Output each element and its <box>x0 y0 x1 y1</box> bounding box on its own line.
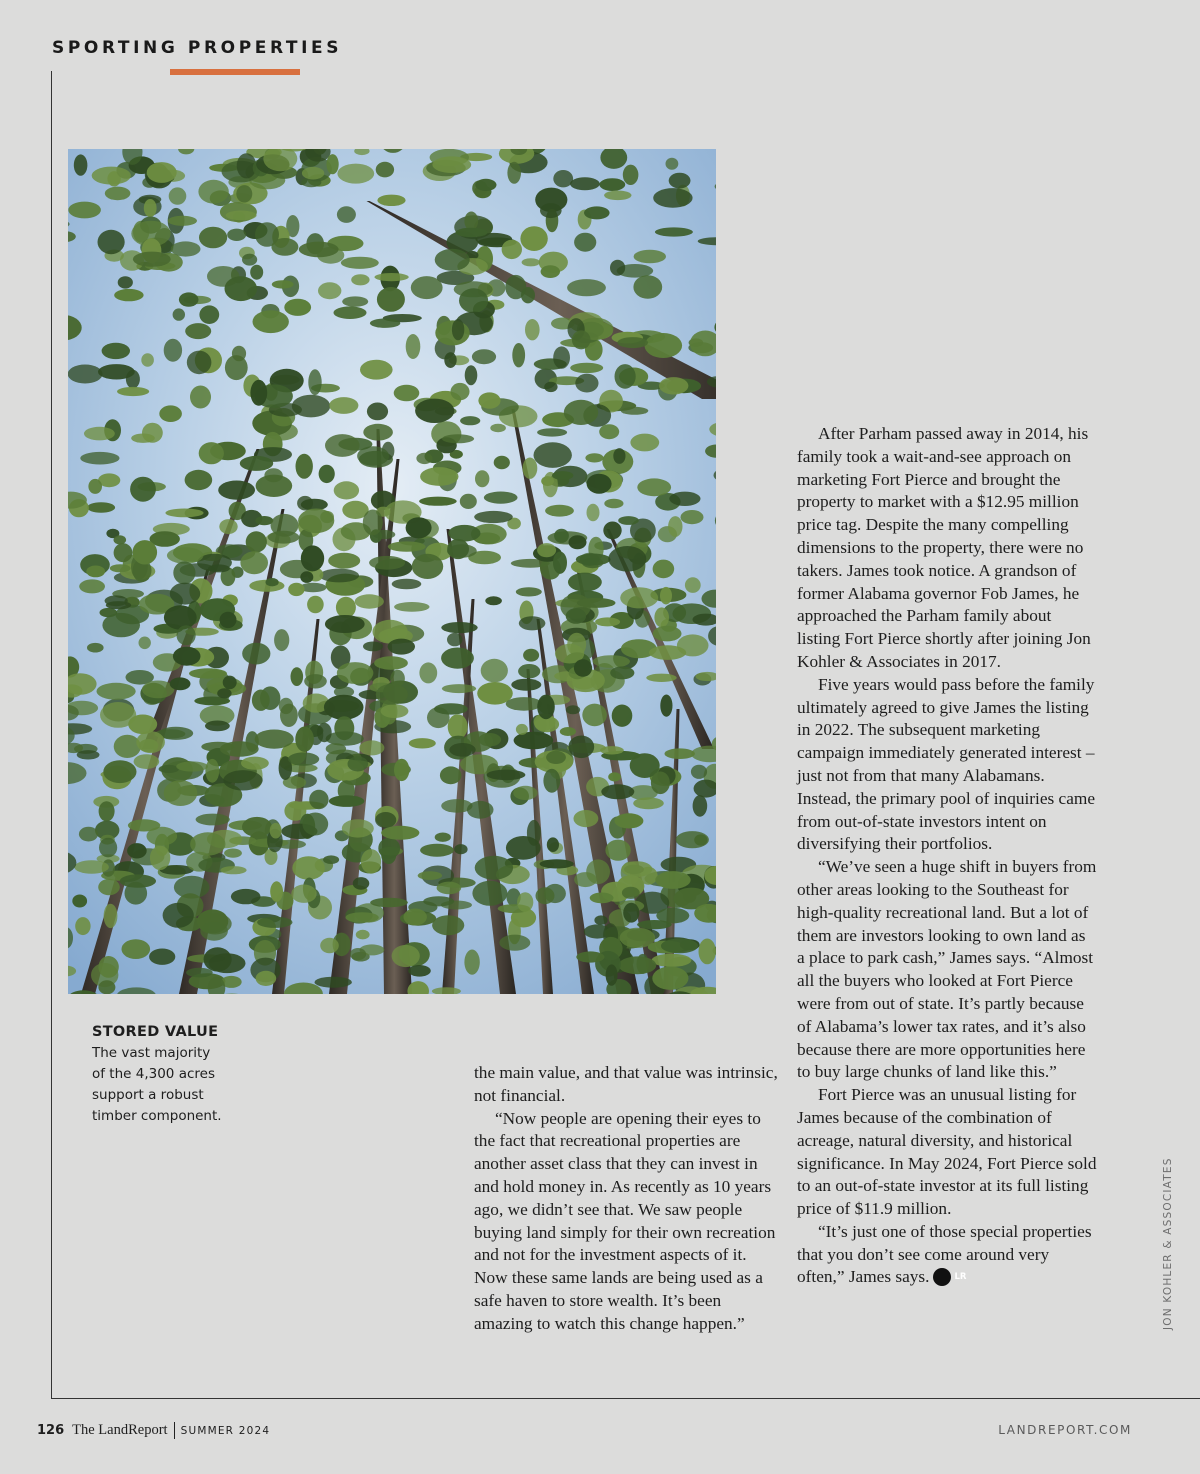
page-number: 126 <box>37 1423 65 1438</box>
footer-left <box>37 1422 270 1439</box>
article-final-paragraph <box>797 1221 1097 1289</box>
article-paragraph: “Now people are opening their eyes to the fact that recreational properties are another asset class that they can invest in and hold money in. As recently as 10 years ago, we didn’t see that. We saw people buying land simply for their own recreation and not for the investment aspects of it. Now these same lands are being used as a safe haven to store wealth. It’s been amazing to watch this change happen.” <box>474 1108 776 1333</box>
article-paragraph: Five years would pass before the family ultimately agreed to give James the listing in 2022. The subsequent marketing campaign immediately generated interest – just not from that many Alabamans. Instead, the primary pool of inquiries came from out-of-state investors intent on diversifying their portfolios. <box>797 674 1096 854</box>
article-paragraph: “We’ve seen a huge shift in buyers from other areas looking to the Southeast for high-quality recreational land. But a lot of them are investors looking to own land as a place to park cash,” James says. “Almost all the buyers who looked at Fort Pierce were from out of state. It’s partly because of Alabama’s lower tax rates, and it’s also because there are more opportunities here to buy large chunks of land like this.” <box>797 857 1097 1082</box>
publication-name: The LandReport <box>72 1422 168 1438</box>
article-paragraph: After Parham passed away in 2014, his family took a wait-and-see approach on marketing Fort Pierce and brought the property to market with a $12.95 million price tag. Despite the many compelling dimensions to the property, there were no takers. James took notice. A grandson of former Alabama governor Fob James, he approached the Parham family about listing Fort Pierce shortly after joining Jon Kohler & Associates in 2017. <box>797 424 1091 671</box>
article-paragraph: Fort Pierce was an unusual listing for James because of the combination of acreage, natural diversity, and historical significance. In May 2024, Fort Pierce sold to an out-of-state investor at its full listing price of $11.9 million. <box>797 1085 1097 1219</box>
pine-forest-photo <box>68 149 716 994</box>
section-title: SPORTING PROPERTIES <box>52 38 343 58</box>
frame-bottom-rule <box>51 1398 1200 1399</box>
article-column-1 <box>474 1062 780 1336</box>
footer-separator <box>174 1422 175 1439</box>
caption-body: The vast majority of the 4,300 acres support a robust timber component. <box>92 1045 222 1124</box>
photo-caption <box>92 1024 252 1127</box>
article-final-text: “It’s just one of those special properties that you don’t see come around very often,” James says. <box>797 1221 1092 1287</box>
frame-left-rule <box>51 71 52 1399</box>
article-paragraph: the main value, and that value was intrinsic, not financial. <box>474 1063 778 1105</box>
website-link[interactable]: LANDREPORT.COM <box>998 1423 1132 1437</box>
photo-credit: JON KOHLER & ASSOCIATES <box>1162 1157 1174 1330</box>
article-column-2 <box>797 423 1097 1289</box>
issue-label: SUMMER 2024 <box>180 1424 271 1437</box>
caption-title: STORED VALUE <box>92 1024 219 1040</box>
section-accent-rule <box>170 69 300 75</box>
lr-end-mark-icon: LR <box>933 1268 951 1286</box>
